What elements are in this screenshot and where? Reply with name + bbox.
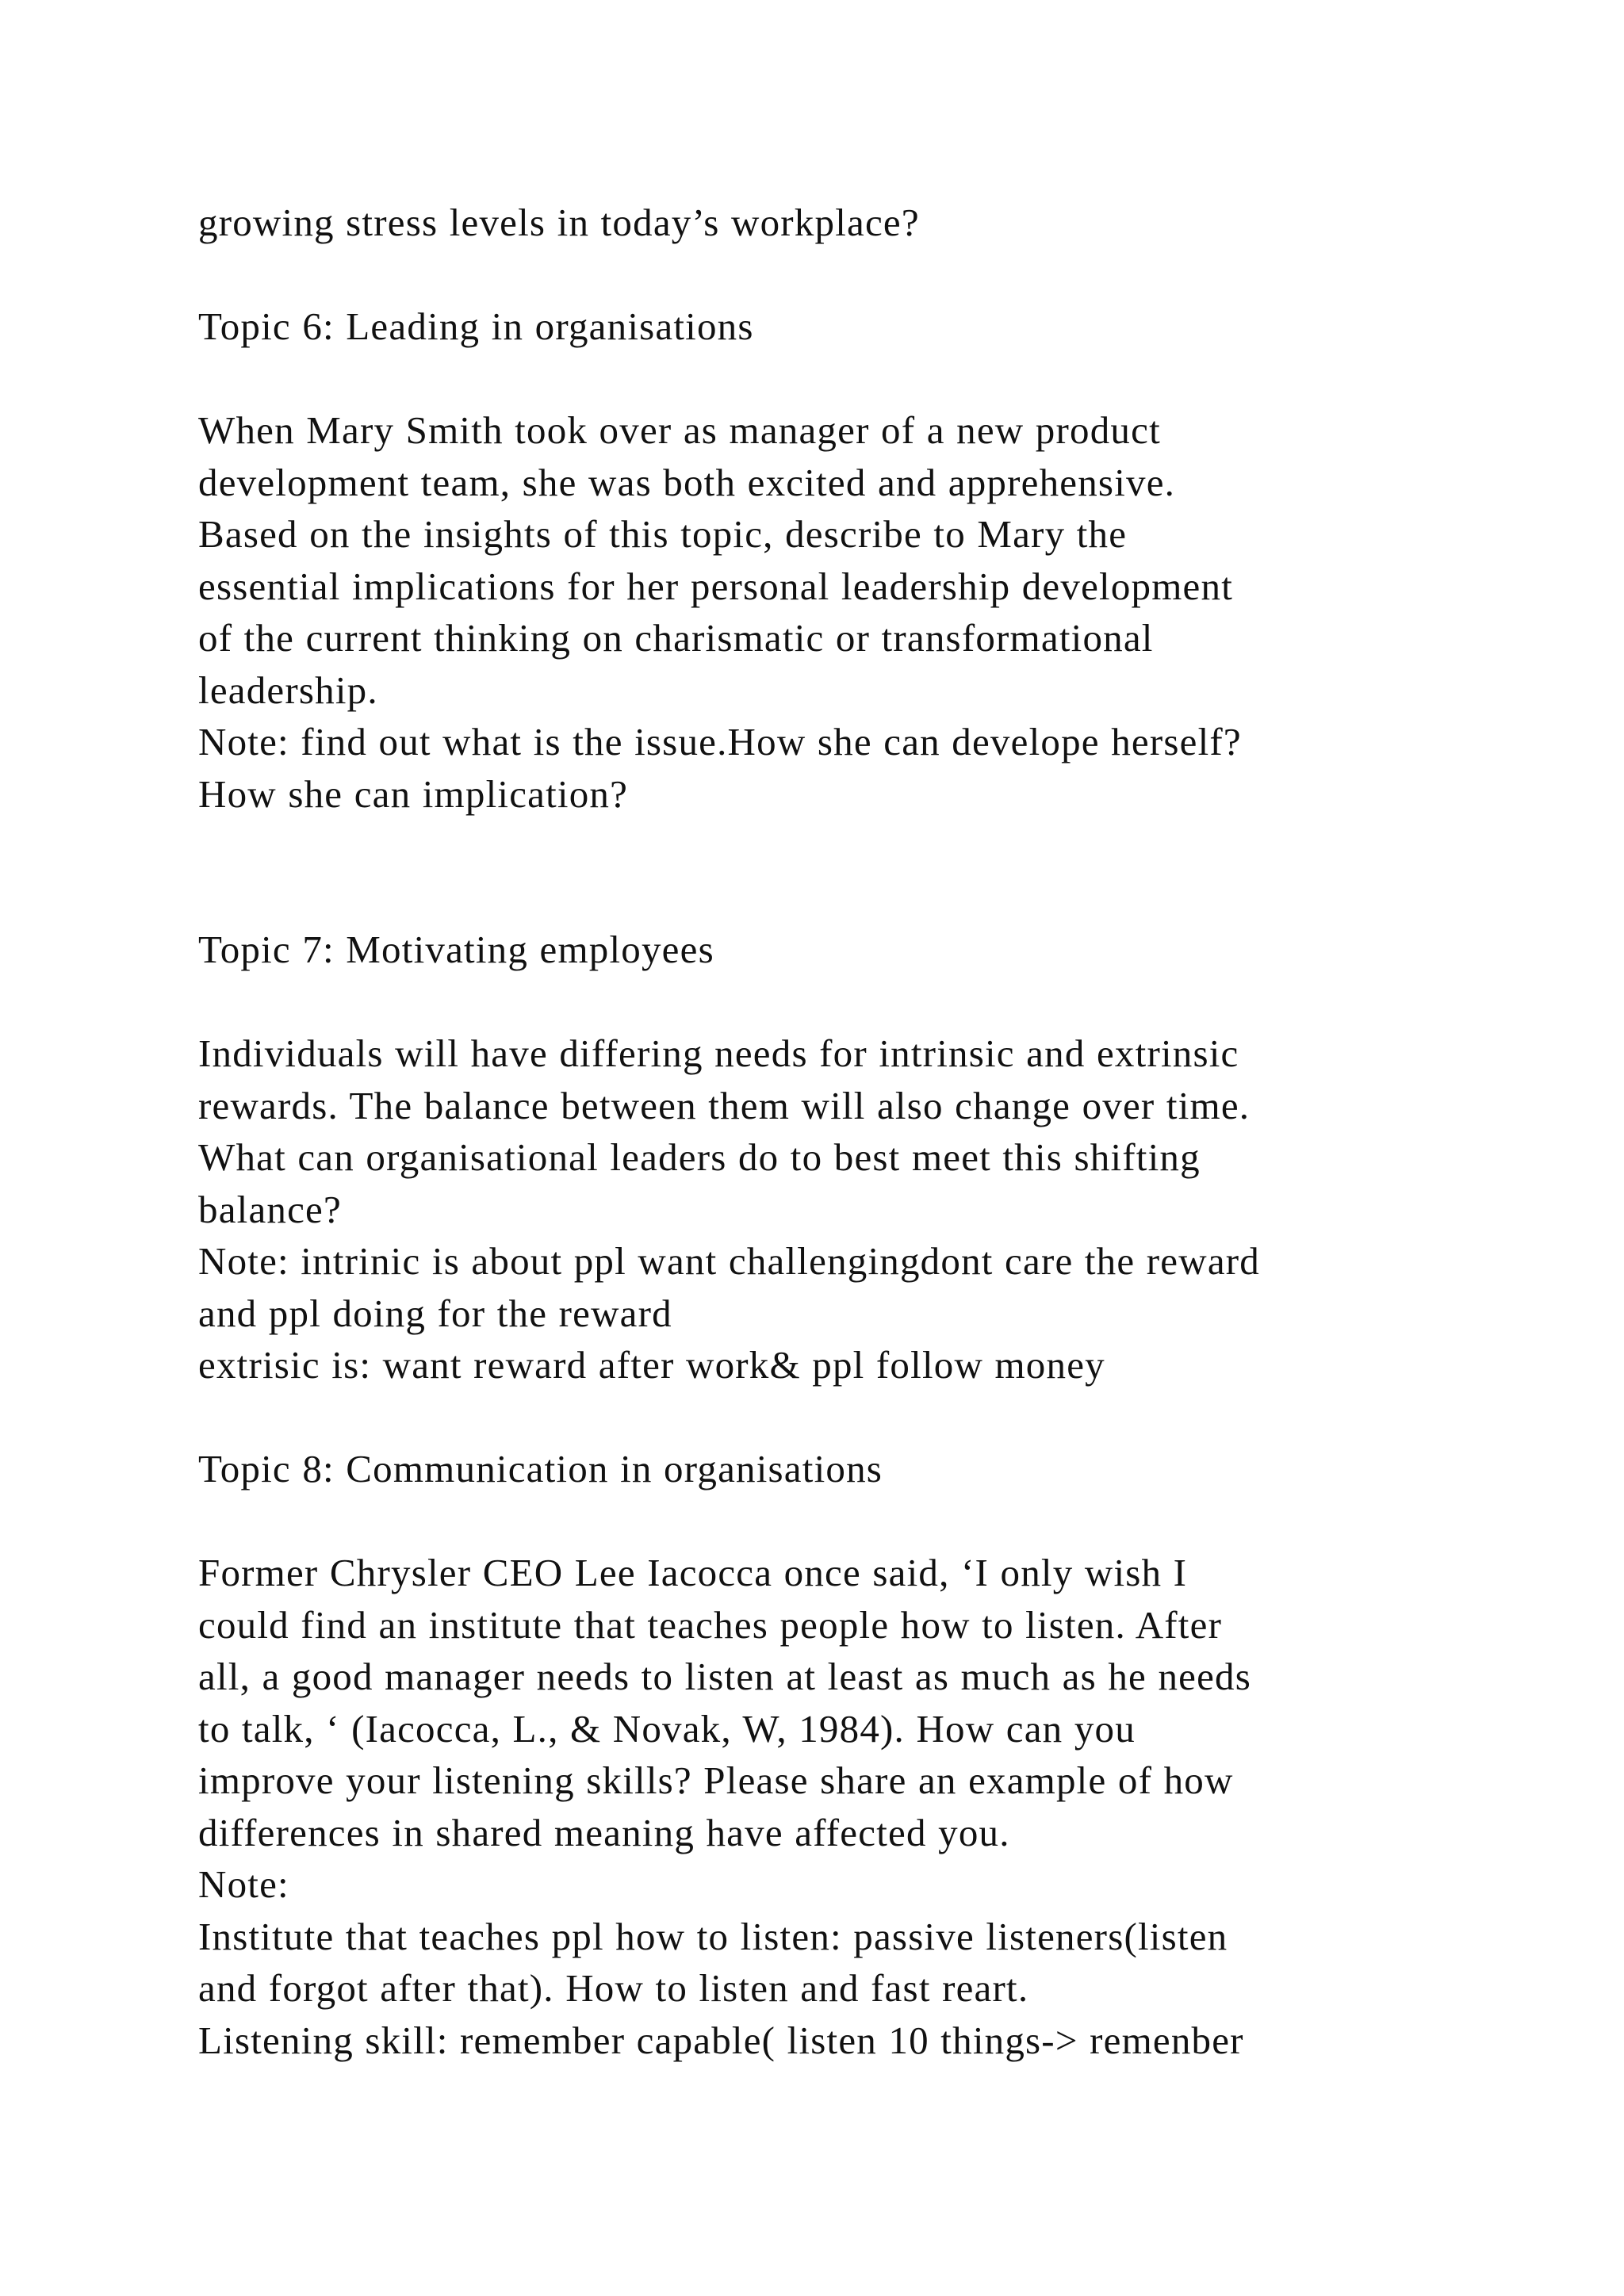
topic8-line: could find an institute that teaches people how to listen. After (198, 1602, 1223, 1647)
topic8-note-line: Institute that teaches ppl how to listen: passive listeners(listen (198, 1914, 1228, 1958)
topic6-line: development team, she was both excited and apprehensive. (198, 460, 1176, 504)
topic8-note-line: and forgot after that). How to listen and fast reart. (198, 1966, 1029, 2010)
topic7-heading: Topic 7: Motivating employees (198, 928, 714, 971)
topic7-line: What can organisational leaders do to best meet this shifting (198, 1135, 1201, 1179)
topic8-heading: Topic 8: Communication in organisations (198, 1447, 883, 1490)
blank-line (198, 353, 1546, 405)
topic8-line: improve your listening skills? Please share an example of how (198, 1758, 1234, 1802)
topic6-line: essential implications for her personal leadership development (198, 564, 1234, 608)
topic6-line: Based on the insights of this topic, describe to Mary the (198, 512, 1128, 556)
blank-line (198, 820, 1546, 924)
topic6-note-line: Note: find out what is the issue.How she can develope herself? (198, 720, 1242, 763)
topic7-line: balance? (198, 1187, 342, 1231)
topic7-note-line: Note: intrinic is about ppl want challengingdont care the reward (198, 1239, 1260, 1283)
blank-line (198, 976, 1546, 1028)
blank-line (198, 1495, 1546, 1548)
topic7-note-line: extrisic is: want reward after work& ppl follow money (198, 1343, 1105, 1387)
blank-line (198, 249, 1546, 301)
topic7-note-line: and ppl doing for the reward (198, 1291, 672, 1335)
topic6-line: When Mary Smith took over as manager of a new product (198, 408, 1161, 452)
document-text (198, 197, 1546, 2066)
topic8-line: to talk, ‘ (Iacocca, L., & Novak, W, 1984). How can you (198, 1706, 1136, 1751)
intro-line: growing stress levels in today’s workplace? (198, 201, 920, 244)
topic6-heading: Topic 6: Leading in organisations (198, 304, 754, 348)
topic8-line: all, a good manager needs to listen at least as much as he needs (198, 1655, 1252, 1698)
topic8-note-label: Note: (198, 1862, 289, 1906)
topic8-line: differences in shared meaning have affected you. (198, 1810, 1010, 1854)
blank-line (198, 1391, 1546, 1444)
topic7-line: rewards. The balance between them will also change over time. (198, 1083, 1251, 1127)
topic6-note-line: How she can implication? (198, 771, 629, 816)
topic8-note-line: Listening skill: remember capable( listen 10 things-> remenber (198, 2018, 1244, 2062)
topic6-line: of the current thinking on charismatic or transformational (198, 616, 1154, 660)
topic8-line: Former Chrysler CEO Lee Iacocca once said, ‘I only wish I (198, 1551, 1188, 1594)
topic6-line: leadership. (198, 668, 378, 712)
topic7-line: Individuals will have differing needs for intrinsic and extrinsic (198, 1031, 1239, 1075)
